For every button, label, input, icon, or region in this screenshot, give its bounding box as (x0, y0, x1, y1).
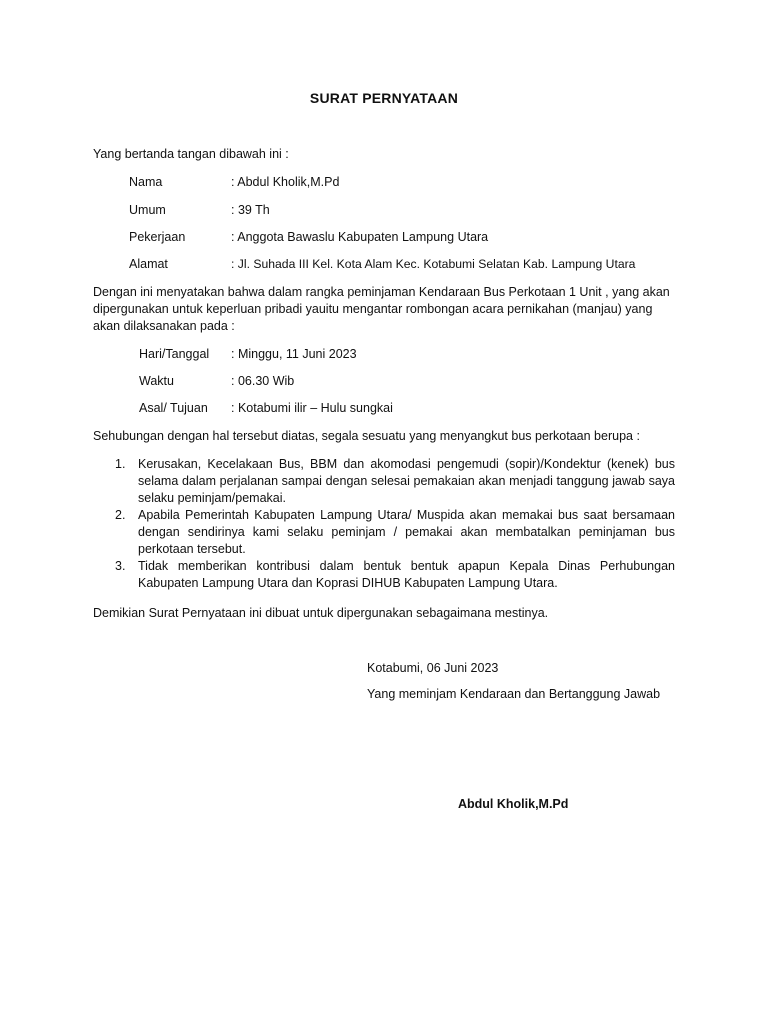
list-item-number: 2. (115, 508, 126, 522)
list-item-number: 1. (115, 457, 126, 471)
list-item (93, 456, 675, 507)
list-item-text: Tidak memberikan kontribusi dalam bentuk bentuk apapun Kepala Dinas Perhubungan Kabupaten Lampung Utara dan Koprasi DIHUB Kabupaten Lampung Utara. (138, 559, 675, 590)
schedule-label: Asal/ Tujuan (139, 401, 208, 415)
list-item-text: Kerusakan, Kecelakaan Bus, BBM dan akomodasi pengemudi (sopir)/Kondektur (kenek) bus selama dalam perjalanan sampai dengan selesai pemakaian akan menjadi tanggung jawab saya selaku peminjam/pemakai. (138, 457, 675, 505)
identity-row (0, 256, 768, 273)
schedule-row (0, 373, 768, 390)
document-title: SURAT PERNYATAAN (309, 90, 459, 106)
connection-text: Sehubungan dengan hal tersebut diatas, segala sesuatu yang menyangkut bus perkotaan berupa : (93, 429, 640, 443)
identity-value: : Anggota Bawaslu Kabupaten Lampung Utara (231, 230, 489, 244)
terms-list (93, 456, 675, 592)
signer-role: Yang meminjam Kendaraan dan Bertanggung Jawab (367, 687, 661, 701)
identity-value: : Abdul Kholik,M.Pd (231, 175, 340, 189)
schedule-value: : Minggu, 11 Juni 2023 (231, 347, 357, 361)
identity-label: Pekerjaan (129, 230, 186, 244)
identity-row (0, 229, 768, 246)
schedule-row (0, 346, 768, 363)
intro-text: Yang bertanda tangan dibawah ini : (93, 147, 289, 161)
identity-row (0, 202, 768, 219)
schedule-row (0, 400, 768, 417)
list-item-text: Apabila Pemerintah Kabupaten Lampung Utara/ Muspida akan memakai bus saat bersamaan dengan sendirinya kami selaku peminjam / pemakai akan membatalkan peminjaman bus perkotaan tersebut. (138, 508, 675, 556)
identity-label: Nama (129, 175, 163, 189)
schedule-value: : 06.30 Wib (231, 374, 295, 388)
signer-name: Abdul Kholik,M.Pd (458, 797, 569, 811)
schedule-label: Waktu (139, 374, 174, 388)
identity-label: Umum (129, 203, 166, 217)
closing-text: Demikian Surat Pernyataan ini dibuat untuk dipergunakan sebagaimana mestinya. (93, 606, 549, 620)
identity-row (0, 174, 768, 191)
statement-paragraph: Dengan ini menyatakan bahwa dalam rangka peminjaman Kendaraan Bus Perkotaan 1 Unit , yang akan dipergunakan untuk keperluan pribadi yauitu mengantar rombongan acara pernikahan (manjau) yang akan dilaksanakan pada : (93, 285, 670, 333)
identity-value: : 39 Th (231, 203, 270, 217)
identity-value: : Jl. Suhada III Kel. Kota Alam Kec. Kotabumi Selatan Kab. Lampung Utara (231, 257, 636, 271)
list-item (93, 507, 675, 558)
place-date: Kotabumi, 06 Juni 2023 (367, 661, 499, 675)
schedule-label: Hari/Tanggal (139, 347, 210, 361)
list-item (93, 558, 675, 592)
list-item-number: 3. (115, 559, 126, 573)
schedule-value: : Kotabumi ilir – Hulu sungkai (231, 401, 393, 415)
identity-label: Alamat (129, 257, 168, 271)
